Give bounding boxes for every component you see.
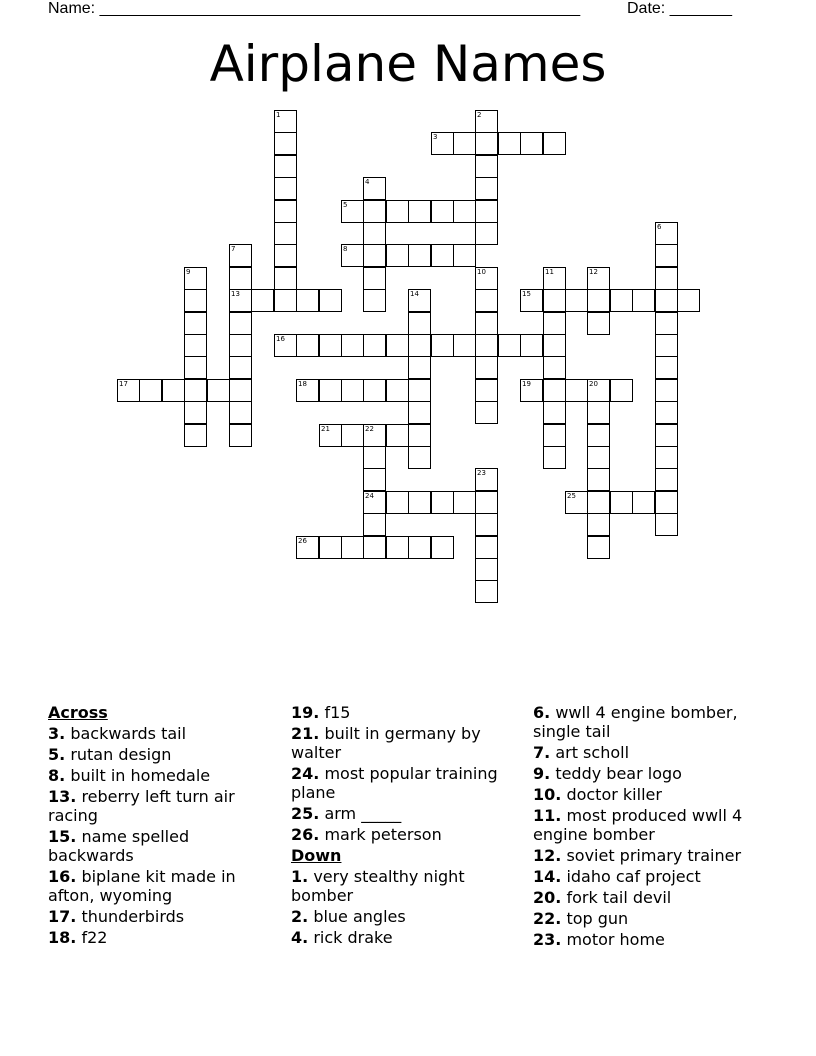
grid-cell[interactable]	[587, 267, 610, 290]
grid-cell[interactable]	[274, 155, 297, 178]
grid-cell[interactable]	[274, 110, 297, 133]
cell-number: 1	[276, 111, 281, 119]
grid-cell[interactable]	[453, 491, 476, 514]
cell-number: 22	[365, 425, 374, 433]
grid-cell[interactable]	[229, 424, 252, 447]
grid-cell[interactable]	[453, 244, 476, 267]
grid-cell[interactable]	[475, 491, 498, 514]
grid-cell[interactable]	[475, 177, 498, 200]
grid-cell[interactable]	[520, 289, 543, 312]
cell-number: 25	[567, 492, 576, 500]
grid-cell[interactable]	[117, 379, 140, 402]
grid-cell[interactable]	[655, 379, 678, 402]
grid-cell[interactable]	[229, 289, 252, 312]
grid-cell[interactable]	[363, 536, 386, 559]
cell-number: 3	[433, 133, 438, 141]
grid-cell[interactable]	[520, 132, 543, 155]
grid-cell[interactable]	[543, 379, 566, 402]
clue-across-5: 5. rutan design	[48, 745, 172, 764]
grid-cell[interactable]	[341, 379, 364, 402]
grid-cell[interactable]	[475, 356, 498, 379]
grid-cell[interactable]	[274, 200, 297, 223]
clue-across-17: 17. thunderbirds	[48, 907, 185, 926]
grid-cell[interactable]	[543, 312, 566, 335]
grid-cell[interactable]	[453, 132, 476, 155]
grid-cell[interactable]	[386, 244, 409, 267]
grid-cell[interactable]	[543, 424, 566, 447]
grid-cell[interactable]	[408, 536, 431, 559]
grid-cell[interactable]	[655, 312, 678, 335]
grid-cell[interactable]	[565, 289, 588, 312]
grid-cell[interactable]	[587, 424, 610, 447]
grid-cell[interactable]	[475, 132, 498, 155]
cell-number: 8	[343, 245, 348, 253]
grid-cell[interactable]	[587, 468, 610, 491]
cell-number: 15	[522, 290, 531, 298]
clue-across-19: 19. f15	[291, 703, 351, 722]
grid-cell[interactable]	[431, 244, 454, 267]
grid-cell[interactable]	[408, 379, 431, 402]
grid-cell[interactable]	[296, 334, 319, 357]
clue-down-10: 10. doctor killer	[533, 785, 662, 804]
grid-cell[interactable]	[655, 401, 678, 424]
grid-cell[interactable]	[363, 424, 386, 447]
grid-cell[interactable]	[655, 356, 678, 379]
grid-cell[interactable]	[274, 244, 297, 267]
grid-cell[interactable]	[655, 222, 678, 245]
cell-number: 2	[477, 111, 482, 119]
cell-number: 21	[321, 425, 330, 433]
grid-cell[interactable]	[431, 200, 454, 223]
clue-down-6: 6. wwll 4 engine bomber, single tail	[533, 703, 738, 741]
clue-across-16: 16. biplane kit made in afton, wyoming	[48, 867, 236, 905]
grid-cell[interactable]	[475, 200, 498, 223]
grid-cell[interactable]	[408, 200, 431, 223]
grid-cell[interactable]	[386, 334, 409, 357]
grid-cell[interactable]	[386, 424, 409, 447]
grid-cell[interactable]	[408, 312, 431, 335]
grid-cell[interactable]	[139, 379, 162, 402]
grid-cell[interactable]	[296, 536, 319, 559]
grid-cell[interactable]	[274, 334, 297, 357]
grid-cell[interactable]	[587, 289, 610, 312]
grid-cell[interactable]	[543, 267, 566, 290]
grid-cell[interactable]	[475, 155, 498, 178]
grid-cell[interactable]	[408, 491, 431, 514]
grid-cell[interactable]	[475, 401, 498, 424]
grid-cell[interactable]	[296, 289, 319, 312]
grid-cell[interactable]	[408, 244, 431, 267]
grid-cell[interactable]	[184, 312, 207, 335]
grid-cell[interactable]	[587, 401, 610, 424]
grid-cell[interactable]	[655, 491, 678, 514]
grid-cell[interactable]	[431, 536, 454, 559]
cell-number: 19	[522, 380, 531, 388]
grid-cell[interactable]	[363, 446, 386, 469]
cell-number: 5	[343, 201, 348, 209]
grid-cell[interactable]	[386, 536, 409, 559]
cell-number: 16	[276, 335, 285, 343]
grid-cell[interactable]	[229, 267, 252, 290]
clue-across-18: 18. f22	[48, 928, 108, 947]
grid-cell[interactable]	[408, 401, 431, 424]
grid-cell[interactable]	[453, 334, 476, 357]
cell-number: 13	[231, 290, 240, 298]
grid-cell[interactable]	[431, 132, 454, 155]
grid-cell[interactable]	[543, 289, 566, 312]
grid-cell[interactable]	[610, 289, 633, 312]
grid-cell[interactable]	[475, 334, 498, 357]
grid-cell[interactable]	[408, 289, 431, 312]
grid-cell[interactable]	[632, 289, 655, 312]
grid-cell[interactable]	[408, 334, 431, 357]
clues-column-3	[533, 703, 768, 951]
clues-column-1	[48, 703, 268, 949]
grid-cell[interactable]	[341, 536, 364, 559]
grid-cell[interactable]	[184, 401, 207, 424]
cell-number: 23	[477, 469, 486, 477]
grid-cell[interactable]	[565, 491, 588, 514]
cell-number: 9	[186, 268, 191, 276]
grid-cell[interactable]	[431, 334, 454, 357]
page-title: Airplane Names	[209, 35, 607, 93]
grid-cell[interactable]	[655, 334, 678, 357]
grid-cell[interactable]	[229, 356, 252, 379]
grid-cell[interactable]	[475, 222, 498, 245]
grid-cell[interactable]	[543, 356, 566, 379]
clue-down-11: 11. most produced wwll 4 engine bomber	[533, 806, 743, 844]
across-heading: Across	[48, 703, 108, 722]
grid-cell[interactable]	[184, 356, 207, 379]
grid-cell[interactable]	[520, 379, 543, 402]
clue-down-7: 7. art scholl	[533, 743, 630, 762]
grid-cell[interactable]	[274, 177, 297, 200]
clue-down-14: 14. idaho caf project	[533, 867, 701, 886]
grid-cell[interactable]	[475, 536, 498, 559]
down-heading: Down	[291, 846, 342, 865]
clue-down-2: 2. blue angles	[291, 907, 406, 926]
grid-cell[interactable]	[475, 513, 498, 536]
grid-cell[interactable]	[341, 244, 364, 267]
grid-cell[interactable]	[655, 424, 678, 447]
grid-cell[interactable]	[408, 446, 431, 469]
grid-cell[interactable]	[319, 379, 342, 402]
cell-number: 11	[545, 268, 554, 276]
grid-cell[interactable]	[632, 491, 655, 514]
grid-cell[interactable]	[363, 244, 386, 267]
grid-cell[interactable]	[610, 491, 633, 514]
grid-cell[interactable]	[363, 379, 386, 402]
grid-cell[interactable]	[475, 379, 498, 402]
cell-number: 12	[589, 268, 598, 276]
grid-cell[interactable]	[229, 312, 252, 335]
cell-number: 17	[119, 380, 128, 388]
grid-cell[interactable]	[565, 379, 588, 402]
grid-cell[interactable]	[296, 379, 319, 402]
cell-number: 4	[365, 178, 370, 186]
clue-across-3: 3. backwards tail	[48, 724, 187, 743]
grid-cell[interactable]	[363, 177, 386, 200]
grid-cell[interactable]	[229, 244, 252, 267]
grid-cell[interactable]	[498, 132, 521, 155]
grid-cell[interactable]	[655, 289, 678, 312]
grid-cell[interactable]	[655, 446, 678, 469]
clue-down-23: 23. motor home	[533, 930, 665, 949]
grid-cell[interactable]	[498, 334, 521, 357]
cell-number: 14	[410, 290, 419, 298]
name-field[interactable]: Name: ______________________________________________________	[48, 0, 581, 17]
grid-cell[interactable]	[363, 289, 386, 312]
grid-cell[interactable]	[475, 558, 498, 581]
grid-cell[interactable]	[363, 491, 386, 514]
cell-number: 18	[298, 380, 307, 388]
clue-down-9: 9. teddy bear logo	[533, 764, 682, 783]
clue-across-13: 13. reberry left turn air racing	[48, 787, 235, 825]
cell-number: 24	[365, 492, 374, 500]
clues-column-2	[291, 703, 513, 949]
grid-cell[interactable]	[453, 200, 476, 223]
grid-cell[interactable]	[184, 379, 207, 402]
grid-cell[interactable]	[475, 289, 498, 312]
clue-across-24: 24. most popular training plane	[291, 764, 498, 802]
cell-number: 7	[231, 245, 236, 253]
grid-cell[interactable]	[408, 424, 431, 447]
grid-cell[interactable]	[274, 222, 297, 245]
grid-cell[interactable]	[162, 379, 185, 402]
grid-cell[interactable]	[543, 334, 566, 357]
clue-across-25: 25. arm _____	[291, 804, 402, 823]
grid-cell[interactable]	[655, 468, 678, 491]
cell-number: 26	[298, 537, 307, 545]
grid-cell[interactable]	[319, 536, 342, 559]
grid-cell[interactable]	[363, 200, 386, 223]
grid-cell[interactable]	[229, 401, 252, 424]
grid-cell[interactable]	[475, 312, 498, 335]
grid-cell[interactable]	[341, 200, 364, 223]
grid-cell[interactable]	[587, 536, 610, 559]
date-field[interactable]: Date: _______	[627, 0, 732, 17]
grid-cell[interactable]	[655, 267, 678, 290]
grid-cell[interactable]	[475, 267, 498, 290]
cell-number: 10	[477, 268, 486, 276]
grid-cell[interactable]	[184, 334, 207, 357]
grid-cell[interactable]	[475, 468, 498, 491]
grid-cell[interactable]	[229, 334, 252, 357]
grid-cell[interactable]	[274, 132, 297, 155]
grid-cell[interactable]	[184, 289, 207, 312]
grid-cell[interactable]	[655, 513, 678, 536]
grid-cell[interactable]	[543, 446, 566, 469]
grid-cell[interactable]	[274, 289, 297, 312]
grid-cell[interactable]	[363, 267, 386, 290]
clue-down-22: 22. top gun	[533, 909, 629, 928]
grid-cell[interactable]	[386, 491, 409, 514]
clue-across-26: 26. mark peterson	[291, 825, 442, 844]
grid-cell[interactable]	[587, 491, 610, 514]
grid-cell[interactable]	[475, 110, 498, 133]
grid-cell[interactable]	[319, 424, 342, 447]
grid-cell[interactable]	[408, 356, 431, 379]
grid-cell[interactable]	[520, 334, 543, 357]
clue-down-4: 4. rick drake	[291, 928, 393, 947]
grid-cell[interactable]	[251, 289, 274, 312]
grid-cell[interactable]	[363, 334, 386, 357]
grid-cell[interactable]	[363, 222, 386, 245]
grid-cell[interactable]	[587, 312, 610, 335]
grid-cell[interactable]	[543, 401, 566, 424]
grid-cell[interactable]	[341, 334, 364, 357]
clue-down-12: 12. soviet primary trainer	[533, 846, 742, 865]
grid-cell[interactable]	[386, 379, 409, 402]
clue-across-15: 15. name spelled backwards	[48, 827, 190, 865]
grid-cell[interactable]	[229, 379, 252, 402]
clue-down-20: 20. fork tail devil	[533, 888, 672, 907]
grid-cell[interactable]	[207, 379, 230, 402]
grid-cell[interactable]	[543, 132, 566, 155]
grid-cell[interactable]	[319, 289, 342, 312]
clue-across-8: 8. built in homedale	[48, 766, 211, 785]
grid-cell[interactable]	[274, 267, 297, 290]
grid-cell[interactable]	[587, 513, 610, 536]
grid-cell[interactable]	[610, 379, 633, 402]
grid-cell[interactable]	[319, 334, 342, 357]
grid-cell[interactable]	[587, 379, 610, 402]
grid-cell[interactable]	[386, 200, 409, 223]
grid-cell[interactable]	[655, 244, 678, 267]
grid-cell[interactable]	[677, 289, 700, 312]
cell-number: 20	[589, 380, 598, 388]
grid-cell[interactable]	[431, 491, 454, 514]
grid-cell[interactable]	[341, 424, 364, 447]
cell-number: 6	[657, 223, 662, 231]
clue-across-21: 21. built in germany by walter	[291, 724, 481, 762]
grid-cell[interactable]	[587, 446, 610, 469]
grid-cell[interactable]	[475, 580, 498, 603]
grid-cell[interactable]	[184, 424, 207, 447]
grid-cell[interactable]	[184, 267, 207, 290]
grid-cell[interactable]	[363, 468, 386, 491]
grid-cell[interactable]	[363, 513, 386, 536]
clue-down-1: 1. very stealthy night bomber	[291, 867, 465, 905]
